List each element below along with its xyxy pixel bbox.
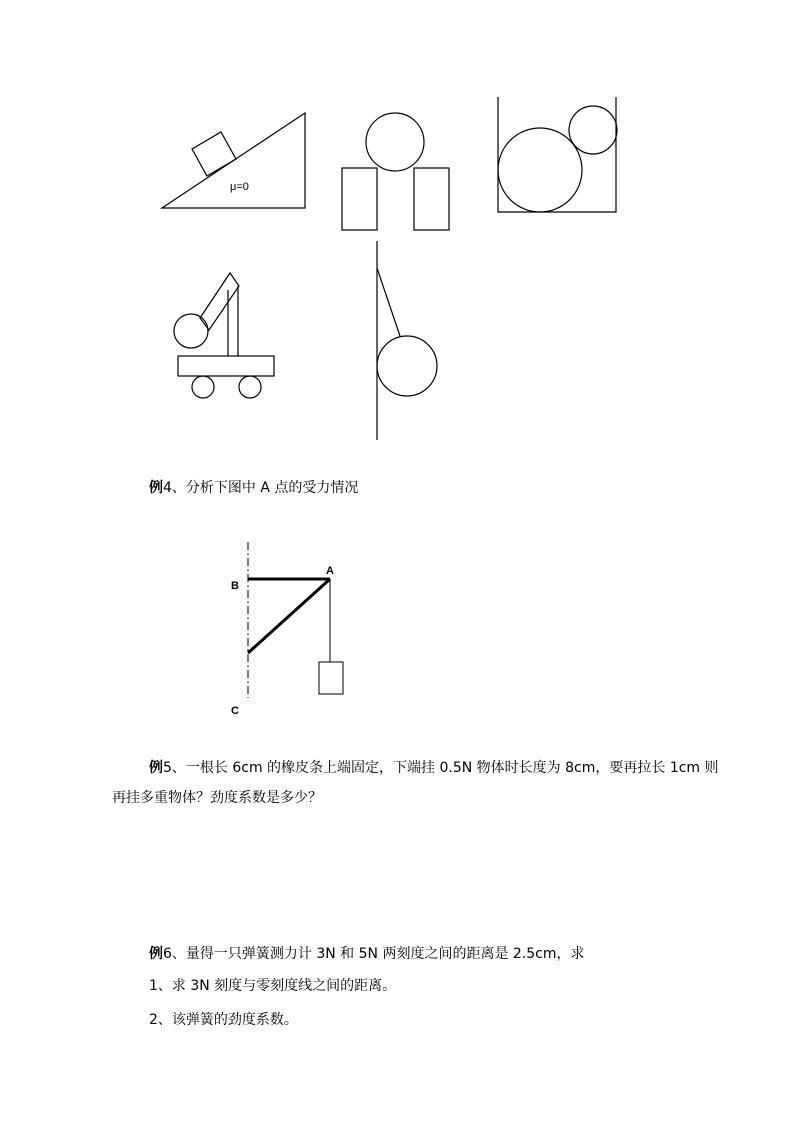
example6-q2-text: 2、该弹簧的劲度系数。 xyxy=(149,1012,298,1028)
point-c-label: C xyxy=(231,705,239,717)
example6-text: 6、量得一只弹簧测力计 3N 和 5N 两刻度之间的距离是 2.5cm，求 xyxy=(163,946,585,962)
point-b-label: B xyxy=(231,580,239,592)
incline-block xyxy=(192,132,236,176)
ball-on-blocks-figure xyxy=(342,113,449,230)
truck-body xyxy=(178,356,274,376)
example5-paragraph-line1 xyxy=(149,758,719,778)
small-ball xyxy=(569,106,617,154)
example4-label: 例 xyxy=(149,480,163,496)
example5-label: 例 xyxy=(149,760,163,776)
example5-text-line2: 再挂多重物体？劲度系数是多少？ xyxy=(112,790,322,806)
crane-truck-figure xyxy=(174,273,274,398)
right-block xyxy=(414,168,449,230)
front-wheel xyxy=(192,376,214,398)
diagonal-strut xyxy=(248,579,330,653)
hanging-weight xyxy=(319,662,343,694)
example5-paragraph-line2 xyxy=(112,788,322,808)
crane-boom xyxy=(200,273,239,330)
example6-q1-text: 1、求 3N 刻度与零刻度线之间的距离。 xyxy=(149,978,397,994)
incline-friction-label: μ=0 xyxy=(230,181,249,193)
incline-figure xyxy=(162,113,305,208)
force-analysis-figures xyxy=(0,0,794,460)
example6-label: 例 xyxy=(149,946,163,962)
point-a-label: A xyxy=(326,565,334,577)
ball xyxy=(366,113,424,171)
ball-against-wall-figure xyxy=(377,241,437,440)
hanging-ball xyxy=(174,314,208,348)
string xyxy=(377,268,400,336)
example4-paragraph xyxy=(149,478,358,498)
example6-question-2 xyxy=(149,1010,298,1030)
example6-question-1 xyxy=(149,976,396,996)
example6-paragraph xyxy=(149,944,585,964)
rear-wheel xyxy=(239,376,261,398)
left-block xyxy=(342,168,377,230)
ball-on-wall xyxy=(377,336,437,396)
balls-in-container-figure xyxy=(498,97,617,212)
container xyxy=(498,97,616,212)
example5-text-line1: 5、一根长 6cm 的橡皮条上端固定，下端挂 0.5N 物体时长度为 8cm，要再拉长 1cm 则 xyxy=(163,760,719,776)
large-ball xyxy=(498,128,582,212)
example4-text: 4、分析下图中 A 点的受力情况 xyxy=(163,480,359,496)
